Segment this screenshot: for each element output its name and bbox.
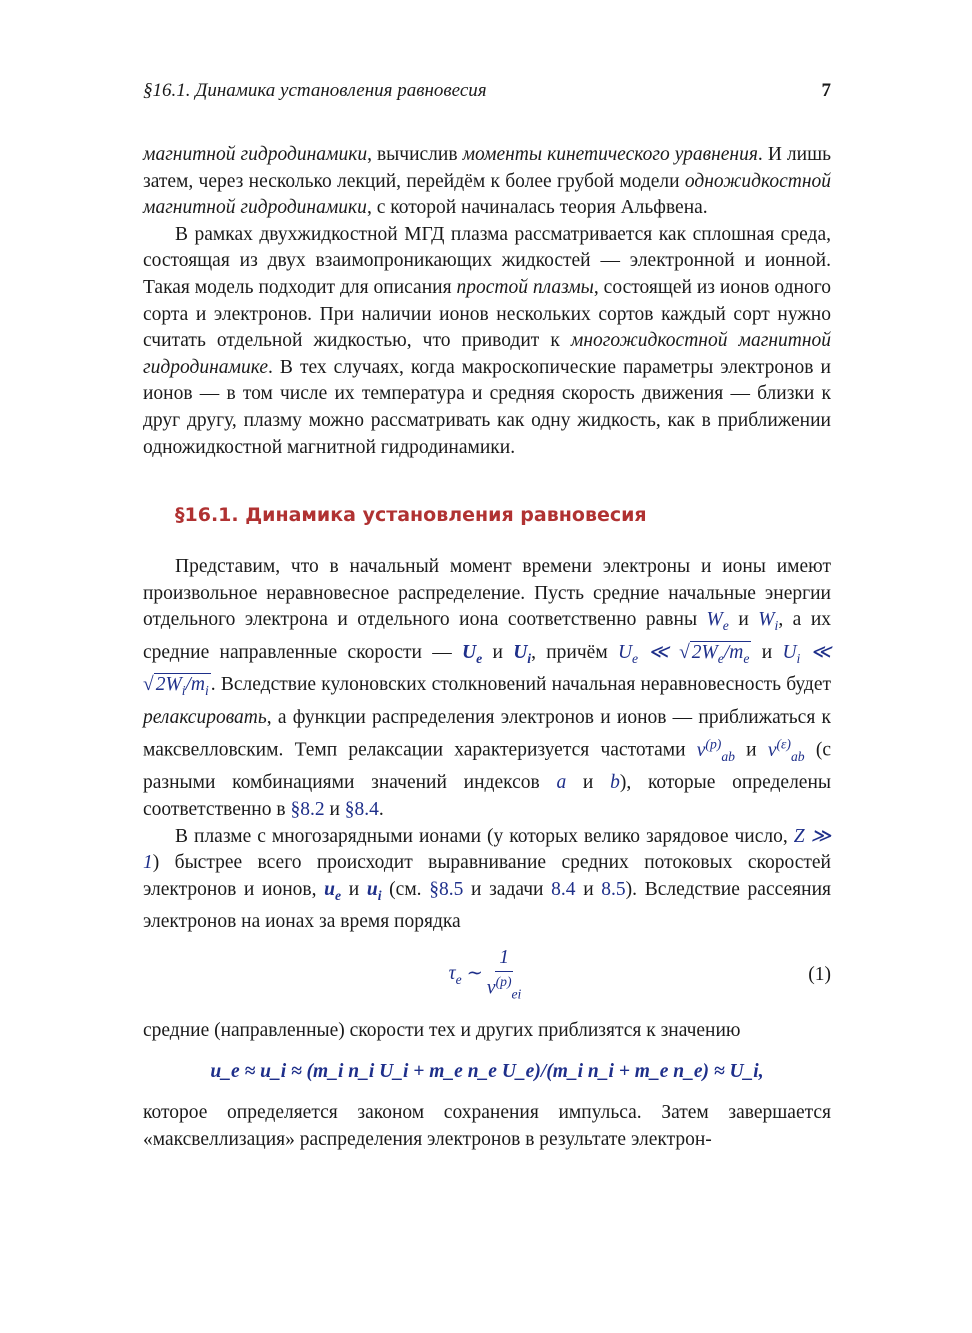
ref-problem-8-4[interactable]: 8.4 xyxy=(551,878,576,900)
math-Ue-vec: $U_e$ xyxy=(462,641,483,666)
math-Ui-vec: $U_i$ xyxy=(513,641,532,666)
equation-1: $\tau_e$ ∼ $\frac{1}{\nu^{(p)}_{ei}}$ (1) xyxy=(448,947,831,1002)
section-paragraph-2: В плазме с многозарядными ионами (у которых велико зарядовое число, Z ≫ 1) быстрее всего происходит выравнивание средних потоковых скоростей электронов и ионов, $u_e$ и $u_i$ (см. §8.5 и задачи 8.4 и 8.5). Вследствие рассеяния электронов на ионах за время порядка xyxy=(143,825,831,933)
math-We: $W_e$ xyxy=(706,609,729,634)
math-ui: $u_i$ xyxy=(366,878,382,903)
intro-paragraph-2: В рамках двухжидкостной МГД плазма рассматривается как сплошная среда, состоящая из двух взаимопроникающих жидкостей — электронной и ионной. Такая модель подходит для описания простой плазмы, состоящей из ионов одного сорта и электронов. При наличии ионов нескольких сортов каждый сорт нужно считать отдельной жидкостью, что приводит к многожидкостной магнитной гидродинамике. В тех случаях, когда макроскопические параметры электронов и ионов — в том числе их температура и средняя скорость движения — близки к друг другу, плазму можно рассматривать как одну жидкость, как в приближении одножидкостной магнитной гидродинамики. xyxy=(143,223,832,458)
math-Z: Z ≫ 1 xyxy=(143,825,831,874)
ref-section-8-4[interactable]: §8.4 xyxy=(344,798,379,820)
math-Wi: $W_i$ xyxy=(758,609,779,634)
section-paragraph-3: средние (направленные) скорости тех и других приблизятся к значению xyxy=(143,1019,741,1041)
equation-2: u_e ≈ u_i ≈ (m_i n_i U_i + m_e n_e U_e)/(m_i n_i + m_e n_e) ≈ U_i, xyxy=(210,1061,764,1083)
page xyxy=(143,80,831,1154)
math-ineq-2: $U_i$ ≪ √ $2W_i/m_i$ xyxy=(143,641,832,699)
math-ue: $u_e$ xyxy=(324,878,342,903)
ref-section-8-5[interactable]: §8.5 xyxy=(429,878,464,900)
equation-number: (1) xyxy=(808,963,831,985)
section-heading: §16.1. Динамика установления равновесия xyxy=(175,504,647,527)
page-number: 7 xyxy=(821,80,831,101)
ref-problem-8-5[interactable]: 8.5 xyxy=(601,878,626,900)
intro-paragraph-1: магнитной гидродинамики, вычислив моменты кинетического уравнения. И лишь затем, через несколько лекций, перейдём к более грубой модели одножидкостной магнитной гидродинамики, с которой начиналась теория Альфвена. xyxy=(143,144,831,219)
ref-section-8-2[interactable]: §8.2 xyxy=(290,798,325,820)
running-title: §16.1. Динамика установления равновесия xyxy=(143,80,487,101)
math-ineq-1: $U_e$ ≪ √ $2W_e/m_e$ xyxy=(617,641,750,666)
running-head xyxy=(143,80,831,116)
section-paragraph-1: Представим, что в начальный момент времени электроны и ионы имеют произвольное неравновесное распределение. Пусть средние начальные энергии отдельного электрона и отдельного иона соответственно равны $W_e$ и $W_i$, а их средние направленные скорости — $U_e$ и $U_i$, причём $U_e$ ≪ √ $2W_e/m_e$ и $U_i$ ≪ √ $2W_i/m_i$ . Вследствие кулоновских столкновений начальная неравновесность будет релаксировать, а функции распределения электронов и ионов — приближаться к максвелловским. Темп релаксации характеризуется частотами $\nu^{(p)}_{ab}$ и $\nu^{(\varepsilon)}_{ab}$ (с разными комбинациями значений индексов a и b), которые определены соответственно в §8.2 и §8.4. xyxy=(143,556,832,820)
section-paragraph-4: которое определяется законом сохранения импульса. Затем завершается «максвеллизация» распределения электронов в результате электрон- xyxy=(143,1102,831,1150)
math-nu-eps: $\nu^{(\varepsilon)}_{ab}$ xyxy=(767,736,805,764)
math-nu-p: $\nu^{(p)}_{ab}$ xyxy=(696,736,735,764)
